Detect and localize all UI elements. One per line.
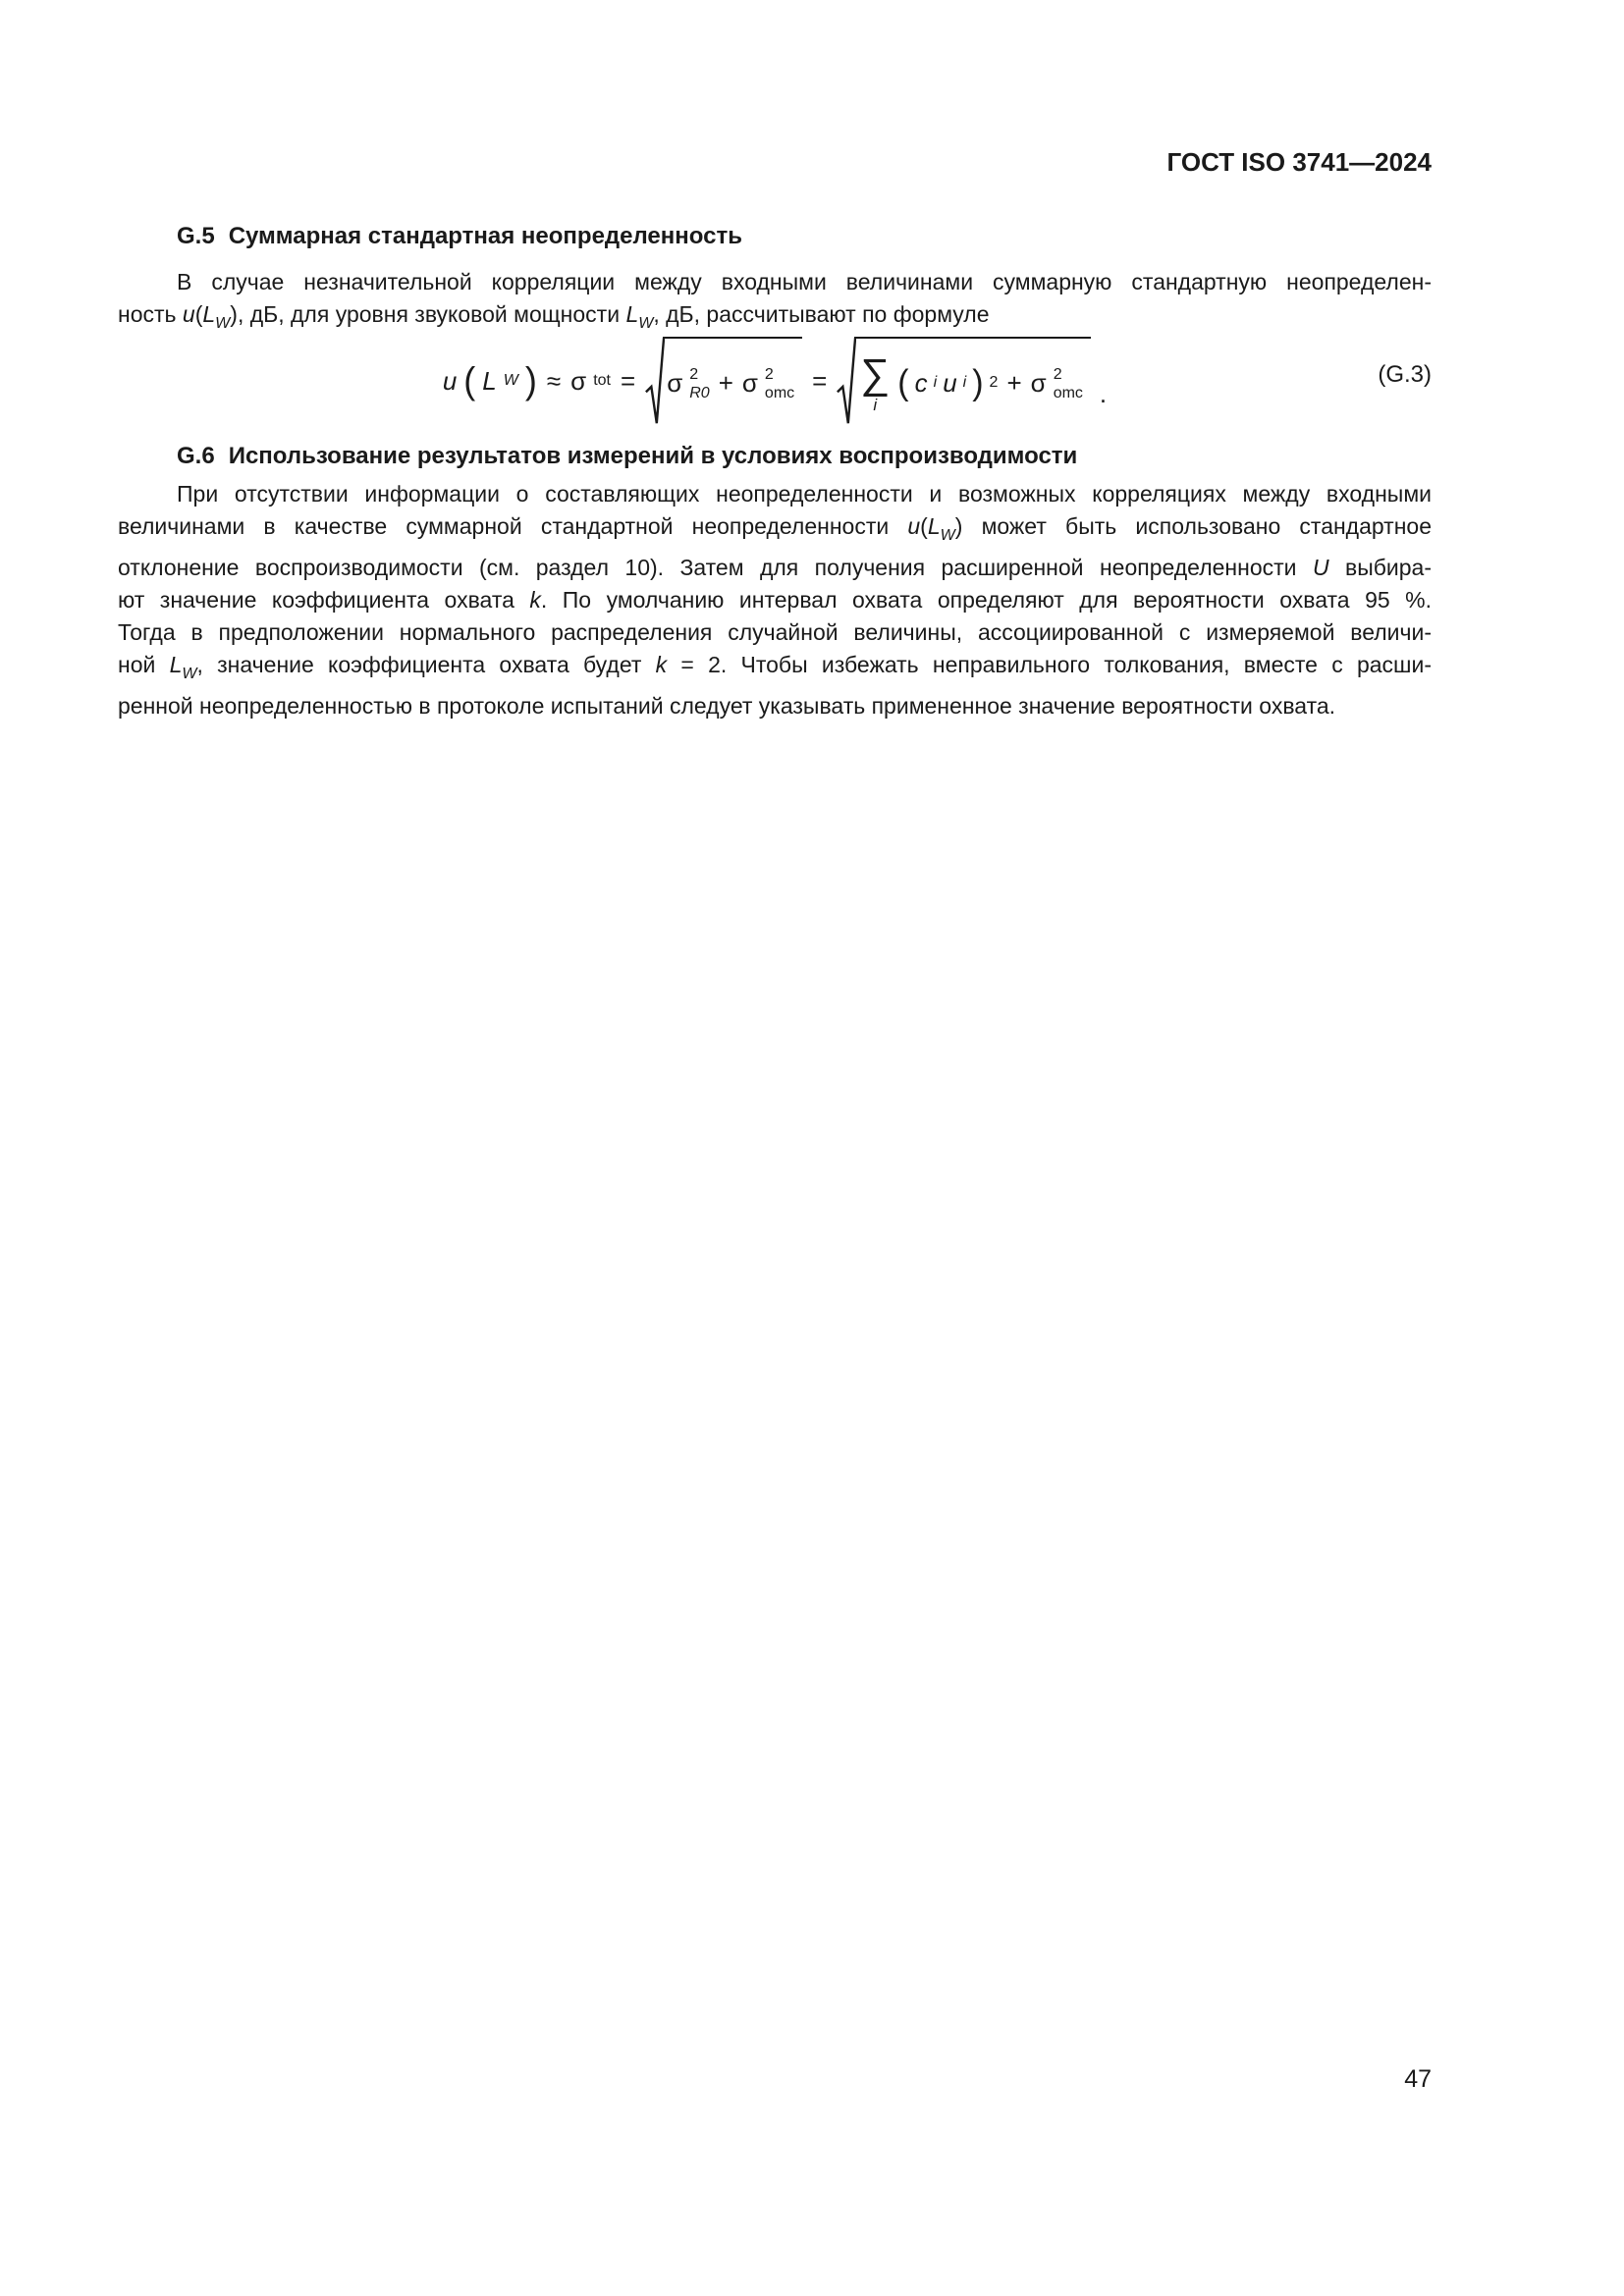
math-var: u xyxy=(943,367,957,398)
math-superscript: 2 xyxy=(764,365,774,383)
sigma-symbol: σ xyxy=(741,367,758,398)
text-segment: ), дБ, для уровня звуковой мощности xyxy=(230,301,626,327)
text-segment: ( xyxy=(194,301,203,327)
text-line xyxy=(118,510,1432,552)
math-superscript: 2 xyxy=(1053,365,1062,383)
math-var: L xyxy=(482,365,497,396)
sigma-symbol: σ xyxy=(1030,367,1047,398)
text-line xyxy=(118,690,1432,722)
math-var: c xyxy=(914,367,928,398)
math-var: L xyxy=(927,513,941,539)
text-line xyxy=(118,266,1432,298)
math-var: L xyxy=(169,652,183,677)
radicand xyxy=(854,337,1091,426)
text-segment: . По умолчанию интервал охвата определяют для вероятности охвата 95 %. xyxy=(540,587,1433,613)
section-number: G.6 xyxy=(177,443,215,469)
close-paren: ) xyxy=(972,363,984,402)
math-superscript: 2 xyxy=(689,365,699,383)
page-number: 47 xyxy=(1404,2065,1432,2093)
sup-sub-stack xyxy=(765,365,794,402)
radical-sign-icon xyxy=(645,337,665,426)
sup-sub-stack xyxy=(689,365,709,402)
math-var: k xyxy=(529,587,541,613)
math-subscript: omc xyxy=(1053,385,1083,401)
text-line xyxy=(118,478,1432,510)
math-var: L xyxy=(202,301,216,327)
close-paren: ) xyxy=(524,358,537,401)
text-segment: ) может быть использовано стандартное xyxy=(954,513,1432,539)
equals-operator: = xyxy=(812,365,828,396)
equation-g3-row xyxy=(118,330,1432,432)
equals-operator: = xyxy=(621,365,636,396)
open-paren: ( xyxy=(463,358,476,401)
math-subscript: R0 xyxy=(689,385,710,401)
text-segment: ют значение коэффициента охвата xyxy=(118,587,530,613)
math-var: k xyxy=(655,652,668,677)
math-superscript: 2 xyxy=(989,374,999,391)
section-title: Использование результатов измерений в условиях воспроизводимости xyxy=(228,443,1078,469)
math-var: U xyxy=(1312,555,1329,580)
text-segment: , значение коэффициента охвата будет xyxy=(196,652,656,677)
plus-operator: + xyxy=(1006,367,1022,398)
text-line xyxy=(118,584,1432,616)
text-segment: величинами в качестве суммарной стандартной неопределенности xyxy=(118,513,908,539)
sum-symbol: ∑ xyxy=(860,350,891,398)
math-var: L xyxy=(625,301,639,327)
math-subscript: i xyxy=(933,374,938,391)
text-segment: ренной неопределенностью в протоколе испытаний следует указывать примененное значение вероятности охвата. xyxy=(118,693,1336,719)
approx-operator: ≈ xyxy=(546,365,562,396)
text-segment: отклонение воспроизводимости (см. раздел 10). Затем для получения расширенной неопределенности xyxy=(118,555,1313,580)
radical-sign-icon xyxy=(837,337,856,426)
math-subscript: W xyxy=(940,527,955,544)
sum-index: i xyxy=(873,395,878,414)
math-subscript: W xyxy=(215,315,231,332)
text-segment: В случае незначительной корреляции между входными величинами суммарную стандартную неопределен- xyxy=(177,269,1432,294)
section-number: G.5 xyxy=(177,223,215,249)
open-paren: ( xyxy=(897,363,909,402)
section-title: Суммарная стандартная неопределенность xyxy=(228,223,742,249)
section-heading-g6 xyxy=(118,442,1432,471)
text-segment: Тогда в предположении нормального распределения случайной величины, ассоциированной с измеряемой величи- xyxy=(118,619,1432,645)
math-var: u xyxy=(442,365,458,396)
math-var: u xyxy=(182,301,195,327)
math-subscript: omc xyxy=(764,385,795,401)
equation-number: (G.3) xyxy=(1378,361,1432,388)
text-segment: выбира- xyxy=(1328,555,1432,580)
equation-period: . xyxy=(1099,378,1108,408)
text-segment: ( xyxy=(920,513,928,539)
equation-g3 xyxy=(118,330,1432,432)
paragraph-g5 xyxy=(118,266,1432,340)
square-root xyxy=(837,337,1091,426)
summation xyxy=(860,350,891,414)
radicand xyxy=(663,337,802,426)
text-segment: ность xyxy=(118,301,183,327)
text-line xyxy=(118,616,1432,649)
sigma-symbol: σ xyxy=(667,367,683,398)
square-root xyxy=(645,337,802,426)
paragraph-g6 xyxy=(118,478,1432,722)
math-var: u xyxy=(907,513,921,539)
page-header-title: ГОСТ ISO 3741—2024 xyxy=(1166,147,1432,177)
sigma-symbol: σ xyxy=(570,365,587,396)
math-subscript: W xyxy=(182,666,197,682)
sup-sub-stack xyxy=(1054,365,1083,402)
math-subscript: W xyxy=(638,315,654,332)
section-heading-g5 xyxy=(118,222,1432,251)
text-segment: ной xyxy=(118,652,170,677)
text-segment: = 2. Чтобы избежать неправильного толкования, вместе с расши- xyxy=(667,652,1432,677)
math-subscript: W xyxy=(503,372,518,389)
plus-operator: + xyxy=(718,367,733,398)
text-segment: , дБ, рассчитывают по формуле xyxy=(653,301,990,327)
text-line xyxy=(118,552,1432,584)
math-subscript: tot xyxy=(593,372,611,389)
text-line xyxy=(118,649,1432,690)
text-segment: При отсутствии информации о составляющих неопределенности и возможных корреляциях между входными xyxy=(177,481,1432,507)
math-subscript: i xyxy=(962,374,967,391)
